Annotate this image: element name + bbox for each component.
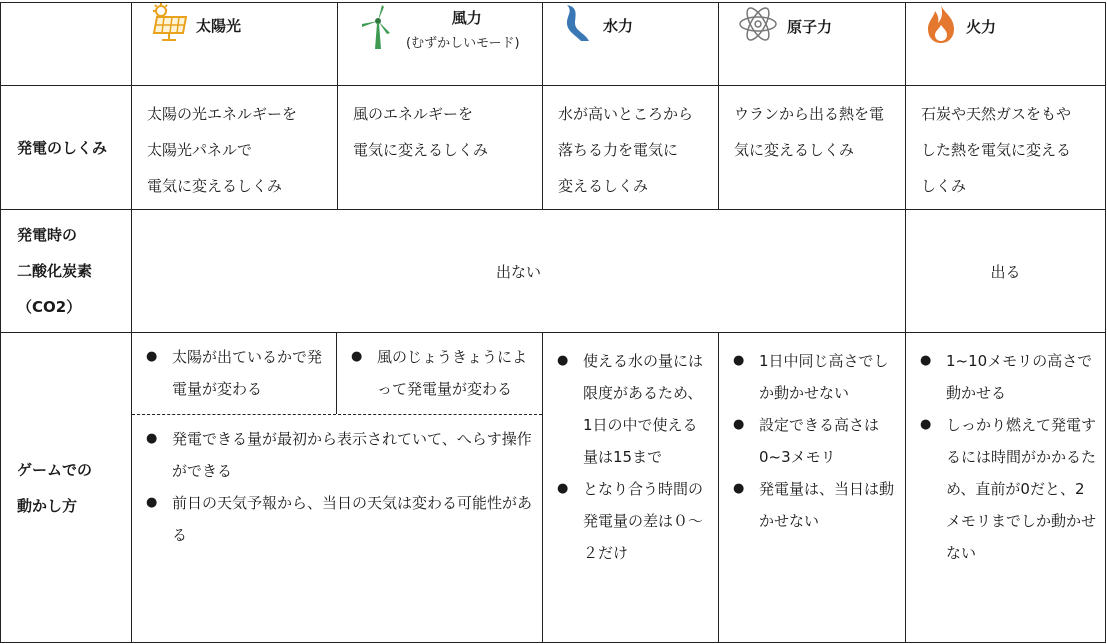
header-wind-label: 風力 (451, 9, 482, 27)
list-item: ● 使える水の量には限度があるため、1日の中で使える量は15まで (557, 345, 710, 473)
atom-icon (737, 3, 779, 49)
fire-icon (924, 3, 958, 49)
text-line: ゲームでの (17, 460, 93, 479)
co2-no-emission-text: 出ない (495, 262, 541, 281)
list-item: ● 設定できる高さは0~3メモリ (733, 409, 897, 473)
header-solar (132, 3, 338, 86)
text-line: 気に変えるしくみ (734, 141, 855, 159)
header-nuclear (719, 3, 906, 86)
operation-shared-list (132, 415, 542, 551)
mechanism-nuclear (719, 86, 906, 210)
text-line: 石炭や天然ガスをもや (921, 105, 1072, 123)
list-item: ● 太陽が出ているかで発電量が変わる (146, 341, 328, 405)
operation-solar (132, 333, 337, 414)
operation-row (1, 333, 1106, 643)
co2-no-emission-cell (132, 210, 906, 333)
operation-nuclear (719, 333, 906, 643)
text-line: ウランから出る熱を電 (734, 105, 885, 123)
co2-emission-text: 出る (990, 262, 1021, 281)
list-item: ● しっかり燃えて発電するには時間がかかるため、直前が0だと、2メモリまでしか動かせない (920, 409, 1097, 569)
text-line: 発電時の (17, 226, 78, 244)
header-hydro-label: 水力 (603, 16, 634, 35)
mechanism-wind (338, 86, 543, 210)
text-line: 電気に変えるしくみ (353, 141, 489, 159)
text-line: 太陽光パネルで (147, 141, 253, 159)
list-item: ● 発電量は、当日は動かせない (733, 473, 897, 537)
text-line: 落ちる力を電気に (558, 141, 679, 159)
header-nuclear-label: 原子力 (787, 17, 833, 36)
mechanism-thermal (906, 86, 1106, 210)
list-item: ● 1日中同じ高さでしか動かせない (733, 345, 897, 409)
text-line: （CO2） (17, 298, 82, 316)
list-item: ● 発電できる量が最初から表示されていて、へらす操作ができる (146, 423, 534, 487)
operation-row-label (1, 333, 132, 643)
text-line: 風のエネルギーを (353, 105, 474, 123)
mechanism-row (1, 86, 1106, 210)
text-line: 変えるしくみ (558, 177, 649, 195)
corner-cell (1, 3, 132, 86)
operation-wind (337, 333, 542, 414)
mechanism-hydro (543, 86, 719, 210)
co2-emission-cell (906, 210, 1106, 333)
text-line: 水が高いところから (558, 105, 694, 123)
header-thermal (906, 3, 1106, 86)
text-line: 二酸化炭素 (17, 262, 93, 280)
operation-thermal (906, 333, 1106, 643)
energy-comparison-table (0, 2, 1106, 643)
header-thermal-label: 火力 (966, 17, 997, 36)
text-line: 電気に変えるしくみ (147, 177, 283, 195)
header-row (1, 3, 1106, 86)
solar-panel-icon (150, 3, 188, 47)
operation-solar-wind-cell (132, 333, 543, 643)
operation-hydro (543, 333, 719, 643)
header-wind-sublabel: (むずかしいモード) (406, 36, 520, 51)
text-line: した熱を電気に変える (921, 141, 1072, 159)
text-line: しくみ (921, 177, 967, 195)
list-item: ● 風のじょうきょうによって発電量が変わる (351, 341, 534, 405)
water-icon (561, 3, 595, 47)
list-item: ● 前日の天気予報から、当日の天気は変わる可能性がある (146, 487, 534, 551)
text-line: 動かし方 (17, 496, 78, 515)
header-solar-label: 太陽光 (196, 16, 242, 35)
list-item: ● 1~10メモリの高さで動かせる (920, 345, 1097, 409)
header-wind (338, 3, 543, 86)
list-item: ● となり合う時間の発電量の差は０～２だけ (557, 473, 710, 569)
wind-turbine-icon (356, 3, 400, 55)
header-hydro (543, 3, 719, 86)
operation-split-top (132, 333, 542, 415)
co2-row-label (1, 210, 132, 333)
text-line: 太陽の光エネルギーを (147, 105, 298, 123)
co2-row (1, 210, 1106, 333)
mechanism-solar (132, 86, 338, 210)
mechanism-row-label: 発電のしくみ (1, 86, 132, 210)
